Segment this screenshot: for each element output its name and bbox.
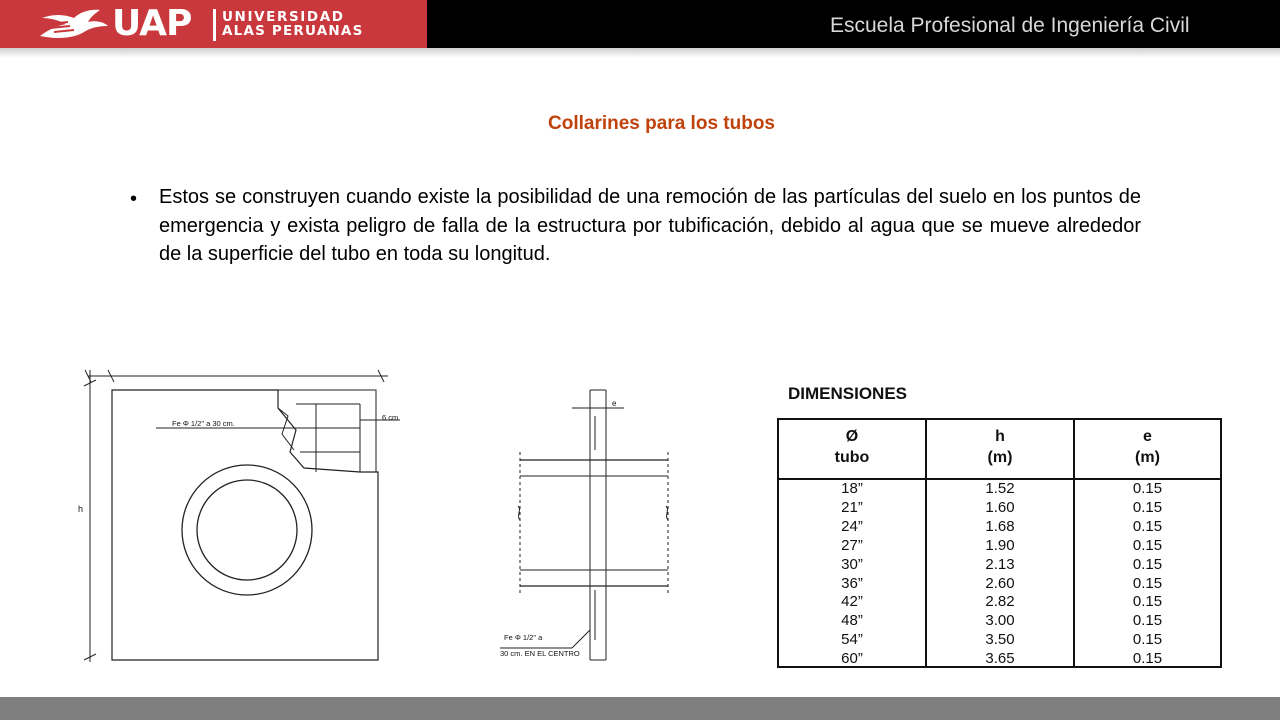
column-header-sub: (m) xyxy=(1135,449,1160,466)
table-cell: 1.60 xyxy=(985,498,1015,516)
dimension-e-label: e xyxy=(612,399,617,408)
e-values xyxy=(1075,480,1220,669)
bullet-paragraph: Estos se construyen cuando existe la posibilidad de una remoción de las partículas del suelo en los puntos de emergencia y exista peligro de falla de la estructura por tubificación, debido al agua que se mueve alrededor de la superficie del tubo en toda su longitud. xyxy=(159,186,1141,265)
table-cell: 3.00 xyxy=(985,612,1015,630)
table-cell: 21” xyxy=(841,498,863,516)
table-cell: 18” xyxy=(841,480,863,497)
condor-logo-icon xyxy=(38,6,110,42)
table-cell: 0.15 xyxy=(1132,650,1163,668)
table-cell: 0.15 xyxy=(1132,574,1163,592)
logo-divider xyxy=(213,9,216,41)
table-cell: 42” xyxy=(841,593,863,611)
school-name: Escuela Profesional de Ingeniería Civil xyxy=(830,14,1190,37)
table-cell: 1.90 xyxy=(985,536,1015,554)
cover-label: 6 cm xyxy=(382,413,399,422)
table-cell: 0.15 xyxy=(1132,555,1163,573)
bullet-marker: • xyxy=(130,188,138,210)
column-header-symbol: h xyxy=(995,428,1005,445)
rebar-center-label-1: Fe Φ 1/2" a xyxy=(504,633,543,642)
table-cell: 3.65 xyxy=(985,650,1015,668)
slide-title: Collarines para los tubos xyxy=(548,113,775,134)
table-cell: 3.50 xyxy=(985,631,1015,649)
collar-technical-drawing xyxy=(60,360,765,698)
table-cell: 2.13 xyxy=(985,555,1015,573)
logo-university-line1: UNIVERSIDAD xyxy=(222,9,345,25)
table-cell: 0.15 xyxy=(1132,498,1163,516)
table-cell: 0.15 xyxy=(1132,517,1163,535)
diameter-values xyxy=(779,480,925,669)
table-cell: 36” xyxy=(841,574,863,592)
dimensions-title: DIMENSIONES xyxy=(788,384,908,403)
column-header-sub: (m) xyxy=(987,449,1013,466)
table-cell: 24” xyxy=(841,517,863,535)
rebar-center-label-2: 30 cm. EN EL CENTRO xyxy=(500,649,580,658)
h-values xyxy=(927,480,1073,669)
table-cell: 1.68 xyxy=(985,517,1015,535)
column-header-h xyxy=(927,420,1073,478)
university-logo xyxy=(0,0,427,48)
rebar-spacing-label: Fe Φ 1/2" a 30 cm. xyxy=(172,419,235,428)
column-header-symbol: e xyxy=(1143,428,1152,445)
dimensions-table xyxy=(777,418,1222,668)
table-cell: 0.15 xyxy=(1132,631,1163,649)
column-header-e xyxy=(1075,420,1220,478)
dimensions-panel xyxy=(770,376,1228,672)
collar-drawing-svg xyxy=(60,360,765,698)
dimension-h-label: h xyxy=(78,504,84,514)
table-cell: 27” xyxy=(841,536,863,554)
table-cell: 30” xyxy=(841,555,863,573)
logo-university-line2: ALAS PERUANAS xyxy=(222,23,364,39)
column-header-symbol: Ø xyxy=(845,428,859,445)
table-cell: 54” xyxy=(841,631,863,649)
column-header-diameter xyxy=(779,420,925,478)
table-cell: 1.52 xyxy=(985,480,1015,497)
table-cell: 60” xyxy=(841,650,863,668)
header-bar xyxy=(0,0,1280,48)
table-cell: 0.15 xyxy=(1132,536,1163,554)
table-cell: 0.15 xyxy=(1132,593,1163,611)
column-header-sub: tubo xyxy=(834,449,870,466)
table-cell: 0.15 xyxy=(1132,480,1163,497)
table-cell: 0.15 xyxy=(1132,612,1163,630)
footer-bar xyxy=(0,697,1280,720)
table-cell: 2.60 xyxy=(985,574,1015,592)
table-cell: 2.82 xyxy=(985,593,1015,611)
logo-wordmark: UAP xyxy=(112,3,192,44)
header-shadow xyxy=(0,48,1280,58)
table-cell: 48” xyxy=(841,612,863,630)
